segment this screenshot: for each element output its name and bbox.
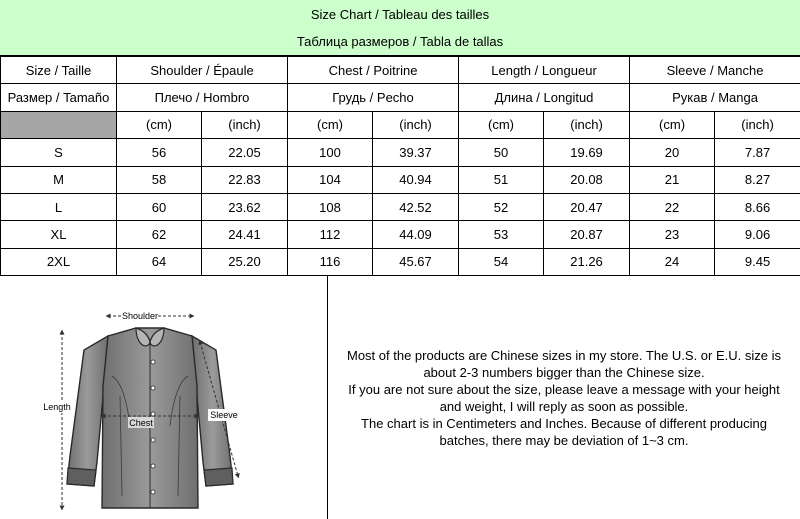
length-inch-cell: 20.47 [544,193,630,220]
note-paragraph-3: The chart is in Centimeters and Inches. Because of different producing batches, there may be deviation of 1~3 cm. [361,416,767,448]
unit-cm: (cm) [630,111,715,138]
length-label: Length [43,402,71,412]
size-cell: XL [1,221,117,248]
size-cell: M [1,166,117,193]
title-band [0,0,800,56]
shirt-diagram [0,276,328,519]
size-header-en: Size / Taille [1,57,117,84]
length-inch-cell: 20.08 [544,166,630,193]
length-inch-cell: 20.87 [544,221,630,248]
shoulder-inch-cell: 25.20 [202,248,288,275]
size-header-ru: Размер / Tamaño [1,84,117,111]
table-row [1,221,800,248]
sleeve-label: Sleeve [210,410,238,420]
note-paragraph-1: Most of the products are Chinese sizes in my store. The U.S. or E.U. size is about 2-3 numbers bigger than the Chinese size. [347,348,781,380]
length-header-en: Length / Longueur [459,57,630,84]
unit-row [1,111,800,138]
sleeve-cm-cell: 22 [630,193,715,220]
left-cuff [67,468,96,486]
sleeve-cm-cell: 24 [630,248,715,275]
right-cuff [204,468,233,486]
gray-corner-cell [1,111,117,138]
length-cm-cell: 52 [459,193,544,220]
table-row [1,139,800,166]
shoulder-cm-cell: 62 [117,221,202,248]
table-row [1,166,800,193]
header-row-ru [1,84,800,111]
chest-header-en: Chest / Poitrine [288,57,459,84]
size-cell: 2XL [1,248,117,275]
length-inch-cell: 21.26 [544,248,630,275]
shoulder-cm-cell: 60 [117,193,202,220]
chest-cm-cell: 100 [288,139,373,166]
sleeve-header-ru: Рукав / Manga [630,84,800,111]
unit-cm: (cm) [117,111,202,138]
shoulder-label: Shoulder [121,311,159,321]
shoulder-cm-cell: 64 [117,248,202,275]
unit-cm: (cm) [459,111,544,138]
unit-inch: (inch) [202,111,288,138]
sleeve-inch-cell: 9.06 [715,221,800,248]
shoulder-inch-cell: 24.41 [202,221,288,248]
shoulder-header-ru: Плечо / Hombro [117,84,288,111]
sleeve-cm-cell: 20 [630,139,715,166]
unit-inch: (inch) [715,111,800,138]
size-cell: L [1,193,117,220]
title-line-2: Таблица размеров / Tabla de tallas [296,34,504,49]
sleeve-cm-cell: 23 [630,221,715,248]
chest-inch-cell: 40.94 [373,166,459,193]
unit-inch: (inch) [544,111,630,138]
sleeve-inch-cell: 7.87 [715,139,800,166]
chest-inch-cell: 44.09 [373,221,459,248]
unit-inch: (inch) [373,111,459,138]
chest-cm-cell: 108 [288,193,373,220]
sleeve-inch-cell: 8.27 [715,166,800,193]
shoulder-inch-cell: 22.83 [202,166,288,193]
length-inch-cell: 19.69 [544,139,630,166]
chest-inch-cell: 42.52 [373,193,459,220]
bottom-section [0,275,800,519]
chest-inch-cell: 45.67 [373,248,459,275]
length-cm-cell: 50 [459,139,544,166]
shirt-diagram-panel [0,276,328,519]
sleeve-inch-cell: 9.45 [715,248,800,275]
shoulder-cm-cell: 56 [117,139,202,166]
chest-cm-cell: 112 [288,221,373,248]
length-cm-cell: 54 [459,248,544,275]
shoulder-inch-cell: 23.62 [202,193,288,220]
title-line-1: Size Chart / Tableau des tailles [310,7,490,22]
sleeve-cm-cell: 21 [630,166,715,193]
chest-cm-cell: 116 [288,248,373,275]
length-header-ru: Длина / Longitud [459,84,630,111]
chest-header-ru: Грудь / Pecho [288,84,459,111]
chest-inch-cell: 39.37 [373,139,459,166]
shoulder-cm-cell: 58 [117,166,202,193]
unit-cm: (cm) [288,111,373,138]
length-cm-cell: 53 [459,221,544,248]
chest-label: Chest [129,418,153,428]
size-cell: S [1,139,117,166]
size-notes-panel [328,276,800,519]
shoulder-header-en: Shoulder / Épaule [117,57,288,84]
size-table [0,56,800,276]
sleeve-header-en: Sleeve / Manche [630,57,800,84]
header-row-en [1,57,800,84]
sleeve-inch-cell: 8.66 [715,193,800,220]
note-paragraph-2: If you are not sure about the size, please leave a message with your height and weight, I will reply as soon as possible. [348,382,780,414]
table-row [1,248,800,275]
length-cm-cell: 51 [459,166,544,193]
table-row [1,193,800,220]
chest-cm-cell: 104 [288,166,373,193]
shoulder-inch-cell: 22.05 [202,139,288,166]
